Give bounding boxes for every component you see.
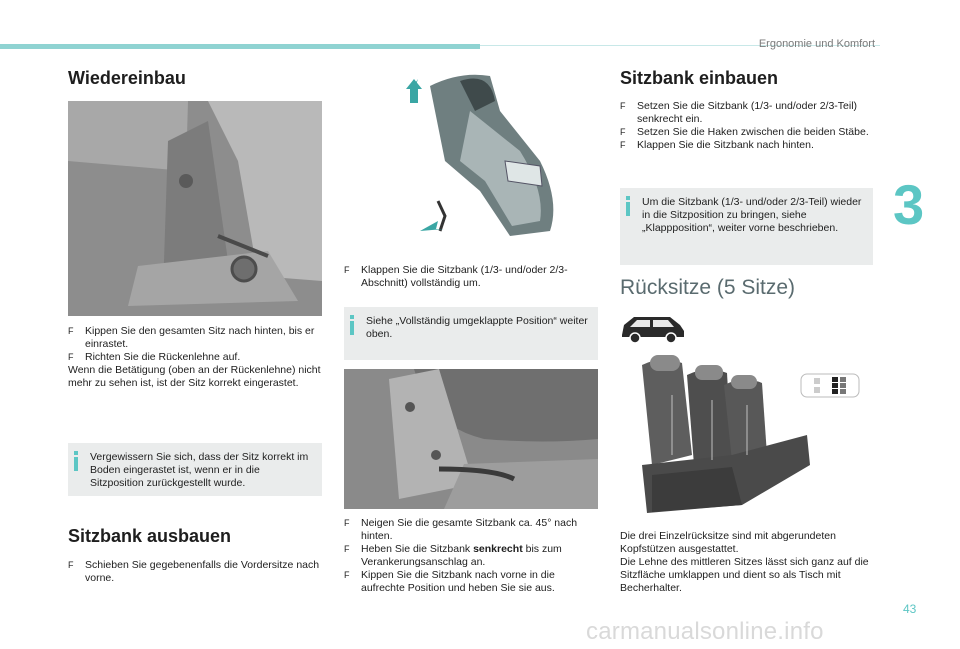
list-item: F Richten Sie die Rückenlehne auf. [68, 351, 326, 364]
info-icon [350, 315, 354, 335]
page-number: 43 [903, 602, 917, 616]
col2-steps-2 [344, 517, 600, 595]
col3-steps [620, 100, 878, 152]
note-text: Vergewissern Sie sich, dass der Sitz korrekt im Boden eingerastet ist, wenn er in die Sitzposition zurückgestellt wurde. [90, 451, 309, 489]
col2-steps [344, 264, 600, 290]
photo-seat-anchorage [344, 369, 598, 509]
info-note [68, 443, 322, 496]
info-note [620, 188, 873, 265]
info-note [344, 307, 598, 360]
paragraph: Wenn die Betätigung (oben an der Rückenlehne) nicht mehr zu sehen ist, ist der Sitz korrekt eingerastet. [68, 364, 321, 389]
list-item: F Neigen Sie die gesamte Sitzbank ca. 45° nach hinten. [344, 517, 600, 543]
list-item: F Setzen Sie die Sitzbank (1/3- und/oder 2/3-Teil) senkrecht ein. [620, 100, 878, 126]
list-item: F Kippen Sie die Sitzbank nach vorne in die aufrechte Position und heben Sie sie aus. [344, 569, 600, 595]
list-item: F Kippen Sie den gesamten Sitz nach hinten, bis er einrastet. [68, 325, 326, 351]
section-header-title: Ergonomie und Komfort [758, 38, 875, 50]
title-sitzbank-einbauen: Sitzbank einbauen [620, 68, 779, 88]
header-accent-bar [0, 44, 480, 49]
title-ruecksitze: Rücksitze (5 Sitze) [620, 276, 796, 299]
illustration-folded-seat [400, 71, 570, 251]
paragraph: Die drei Einzelrücksitze sind mit abgerundeten Kopfstützen ausgestattet. Die Lehne des mittleren Sitzes lässt sich ganz auf die Sitzfläche umklappen und dient so als Tisch mit Becherhalter. [620, 530, 869, 594]
seat-layout-icon [800, 373, 860, 398]
info-icon [626, 196, 630, 216]
note-text: Siehe „Vollständig umgeklappte Position“ weiter oben. [366, 315, 588, 340]
car-silhouette-icon [620, 313, 686, 343]
info-icon [74, 451, 78, 471]
site-watermark: carmanualsonline.info [586, 618, 824, 645]
note-text: Um die Sitzbank (1/3- und/oder 2/3-Teil) wieder in die Sitzposition zu bringen, siehe „Klappposition“, weiter vorne beschrieben. [642, 196, 862, 234]
title-wiedereinbau: Wiedereinbau [68, 68, 186, 88]
chapter-number: 3 [893, 173, 925, 236]
col1-steps-2 [68, 559, 326, 585]
list-item: F Schieben Sie gegebenenfalls die Vordersitze nach vorne. [68, 559, 326, 585]
illustration-rear-seats [632, 355, 812, 520]
list-item: F Setzen Sie die Haken zwischen die beiden Stäbe. [620, 126, 878, 139]
list-item: F Heben Sie die Sitzbank senkrecht bis zum Verankerungsanschlag an. [344, 543, 600, 569]
title-sitzbank-ausbauen: Sitzbank ausbauen [68, 526, 232, 546]
col1-steps [68, 325, 326, 390]
photo-seat-lock [68, 101, 322, 316]
list-item: F Klappen Sie die Sitzbank (1/3- und/oder 2/3-Abschnitt) vollständig um. [344, 264, 600, 290]
list-item: F Klappen Sie die Sitzbank nach hinten. [620, 139, 878, 152]
